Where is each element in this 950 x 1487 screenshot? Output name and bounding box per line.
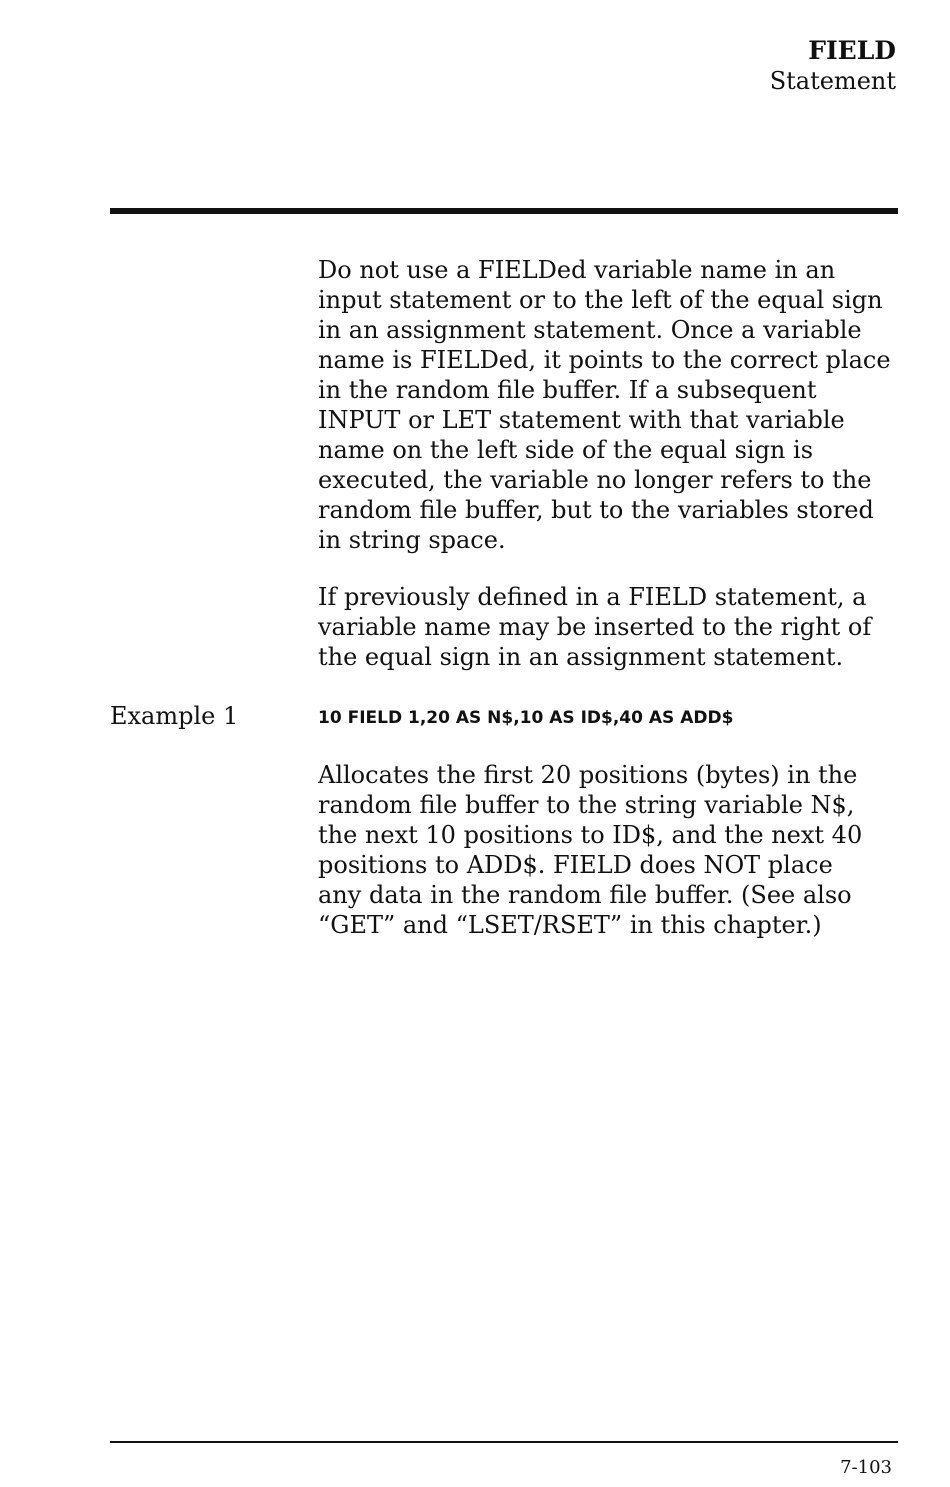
intro-paragraph bbox=[318, 255, 928, 555]
text-line: name on the left side of the equal sign is bbox=[318, 436, 814, 464]
page-number: 7-103 bbox=[840, 1457, 892, 1478]
text-line: random file buffer to the string variable N$, bbox=[318, 791, 855, 819]
example-code: 10 FIELD 1,20 AS N$,10 AS ID$,40 AS ADD$ bbox=[318, 708, 734, 728]
page-header-subtitle: Statement bbox=[769, 67, 896, 95]
page-header-title: FIELD bbox=[808, 36, 896, 65]
text-line: input statement or to the left of the equal sign bbox=[318, 286, 883, 314]
text-line: the next 10 positions to ID$, and the next 40 bbox=[318, 821, 863, 849]
text-line: “GET” and “LSET/RSET” in this chapter.) bbox=[318, 911, 822, 939]
text-line: positions to ADD$. FIELD does NOT place bbox=[318, 851, 833, 879]
text-line: in the random file buffer. If a subsequent bbox=[318, 376, 817, 404]
example-description bbox=[318, 760, 928, 940]
text-line: Do not use a FIELDed variable name in an bbox=[318, 256, 836, 284]
text-line: in an assignment statement. Once a variable bbox=[318, 316, 862, 344]
footer-divider bbox=[110, 1441, 898, 1443]
example-label: Example 1 bbox=[110, 702, 239, 730]
text-line: executed, the variable no longer refers to the bbox=[318, 466, 872, 494]
assignment-paragraph bbox=[318, 582, 928, 672]
text-line: name is FIELDed, it points to the correct place bbox=[318, 346, 891, 374]
text-line: Allocates the first 20 positions (bytes) in the bbox=[318, 761, 858, 789]
text-line: INPUT or LET statement with that variable bbox=[318, 406, 845, 434]
text-line: If previously defined in a FIELD statement, a bbox=[318, 583, 867, 611]
text-line: any data in the random file buffer. (See also bbox=[318, 881, 852, 909]
text-line: random file buffer, but to the variables stored bbox=[318, 496, 874, 524]
header-divider bbox=[110, 208, 898, 214]
text-line: in string space. bbox=[318, 526, 506, 554]
text-line: the equal sign in an assignment statement. bbox=[318, 643, 844, 671]
text-line: variable name may be inserted to the right of bbox=[318, 613, 872, 641]
